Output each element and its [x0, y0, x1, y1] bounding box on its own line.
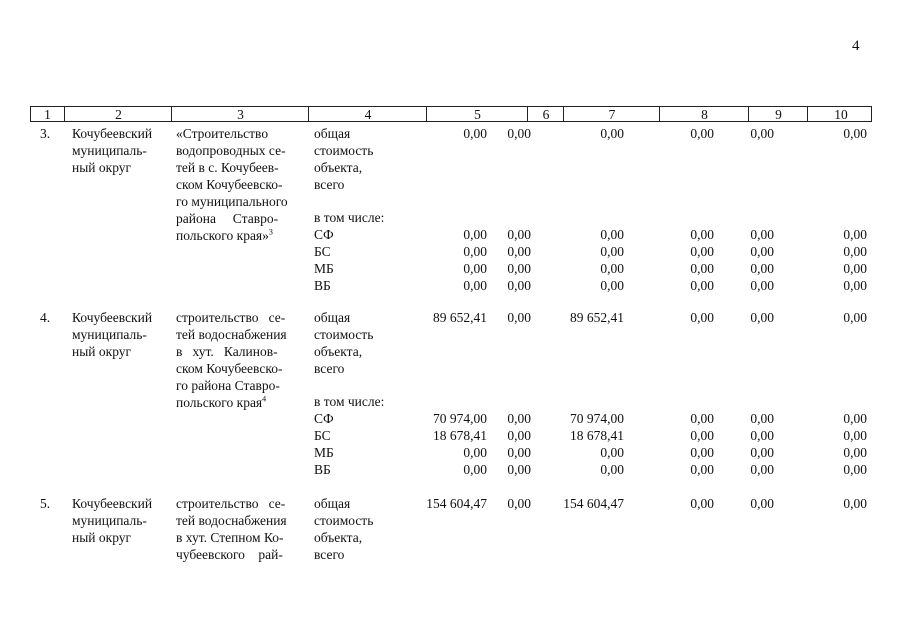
district-line: Кочубеевский	[72, 310, 153, 325]
funding-value-col9: 0,00	[750, 445, 774, 460]
funding-value-col9: 0,00	[750, 227, 774, 242]
funding-value-col8: 0,00	[690, 244, 714, 259]
total-cost-label-line: объекта,	[314, 160, 363, 175]
total-value-col7: 154 604,47	[563, 496, 624, 511]
funding-value-col6: 0,00	[507, 278, 531, 293]
object-name-line: тей водоснабжения	[176, 513, 287, 528]
row-number: 3.	[40, 126, 51, 141]
district-line: ный округ	[72, 160, 132, 175]
funding-source-СФ: СФ	[314, 411, 334, 426]
object-name-line: ском Кочубеевско-	[176, 177, 283, 192]
funding-value-col10: 0,00	[843, 445, 867, 460]
district-line: ный округ	[72, 530, 132, 545]
total-value-col6: 0,00	[507, 126, 531, 141]
funding-value-col10: 0,00	[843, 227, 867, 242]
funding-value-col7: 0,00	[600, 445, 624, 460]
total-cost-label-line: стоимость	[314, 327, 374, 342]
header-cell-8: 8	[659, 107, 749, 121]
header-cell-5: 5	[426, 107, 528, 121]
funding-value-col5: 0,00	[463, 278, 487, 293]
funding-value-col7: 0,00	[600, 462, 624, 477]
table-header-row	[30, 106, 872, 122]
funding-source-ВБ: ВБ	[314, 462, 331, 477]
object-name-line: строительство се-	[176, 496, 286, 511]
footnote-marker: 3	[268, 227, 273, 237]
header-cell-7: 7	[563, 107, 660, 121]
total-value-col5: 0,00	[463, 126, 487, 141]
funding-value-col8: 0,00	[690, 261, 714, 276]
funding-value-col7: 0,00	[600, 244, 624, 259]
total-value-col8: 0,00	[690, 310, 714, 325]
district-line: муниципаль-	[72, 143, 147, 158]
object-name-line: ском Кочубеевско-	[176, 361, 283, 376]
object-name-line: чубеевского рай-	[176, 547, 283, 562]
funding-value-col5: 0,00	[463, 261, 487, 276]
object-name-line: в хут. Степном Ко-	[176, 530, 284, 545]
funding-value-col9: 0,00	[750, 261, 774, 276]
funding-value-col7: 18 678,41	[570, 428, 624, 443]
funding-value-col6: 0,00	[507, 428, 531, 443]
funding-source-БС: БС	[314, 428, 331, 443]
funding-value-col5: 0,00	[463, 445, 487, 460]
object-name-line: строительство се-	[176, 310, 286, 325]
total-value-col5: 89 652,41	[433, 310, 487, 325]
row-number: 4.	[40, 310, 51, 325]
funding-value-col9: 0,00	[750, 462, 774, 477]
funding-value-col8: 0,00	[690, 428, 714, 443]
header-cell-6: 6	[527, 107, 564, 121]
funding-value-col10: 0,00	[843, 462, 867, 477]
funding-value-col9: 0,00	[750, 428, 774, 443]
funding-source-МБ: МБ	[314, 445, 334, 460]
funding-value-col9: 0,00	[750, 244, 774, 259]
funding-value-col9: 0,00	[750, 278, 774, 293]
funding-value-col7: 0,00	[600, 278, 624, 293]
total-value-col6: 0,00	[507, 310, 531, 325]
object-name-line: района Ставро-	[176, 211, 279, 226]
total-cost-label-line: стоимость	[314, 143, 374, 158]
funding-value-col6: 0,00	[507, 411, 531, 426]
total-cost-label-line: объекта,	[314, 344, 363, 359]
total-cost-label-line: всего	[314, 361, 345, 376]
funding-source-ВБ: ВБ	[314, 278, 331, 293]
funding-source-СФ: СФ	[314, 227, 334, 242]
funding-value-col6: 0,00	[507, 462, 531, 477]
funding-value-col8: 0,00	[690, 227, 714, 242]
object-name-line: в хут. Калинов-	[176, 344, 278, 359]
footnote-marker: 4	[262, 394, 267, 404]
total-cost-label-line: объекта,	[314, 530, 363, 545]
including-label: в том числе:	[314, 210, 385, 225]
funding-value-col9: 0,00	[750, 411, 774, 426]
total-value-col10: 0,00	[843, 496, 867, 511]
funding-source-БС: БС	[314, 244, 331, 259]
header-cell-10: 10	[807, 107, 874, 121]
district-line: Кочубеевский	[72, 496, 153, 511]
district-line: ный округ	[72, 344, 132, 359]
header-cell-1: 1	[44, 107, 51, 122]
funding-value-col5: 0,00	[463, 227, 487, 242]
funding-value-col10: 0,00	[843, 261, 867, 276]
funding-value-col5: 0,00	[463, 244, 487, 259]
funding-value-col8: 0,00	[690, 445, 714, 460]
object-name-line: «Строительство	[176, 126, 269, 141]
funding-value-col6: 0,00	[507, 227, 531, 242]
header-cell-4: 4	[308, 107, 427, 121]
funding-value-col6: 0,00	[507, 445, 531, 460]
object-name-line: го района Ставро-	[176, 378, 280, 393]
object-name-line: водопроводных се-	[176, 143, 286, 158]
header-cell-3: 3	[171, 107, 309, 121]
total-cost-label-line: общая	[314, 310, 351, 325]
header-cell-9: 9	[748, 107, 808, 121]
object-name-line: польского края»$^3$	[176, 227, 273, 243]
district-line: муниципаль-	[72, 327, 147, 342]
total-value-col7: 0,00	[600, 126, 624, 141]
page-number: 4	[852, 38, 860, 54]
funding-value-col7: 70 974,00	[570, 411, 624, 426]
funding-value-col10: 0,00	[843, 244, 867, 259]
funding-value-col10: 0,00	[843, 411, 867, 426]
total-value-col8: 0,00	[690, 496, 714, 511]
funding-value-col6: 0,00	[507, 261, 531, 276]
funding-value-col7: 0,00	[600, 261, 624, 276]
object-name-line: польского края$^4$	[176, 394, 267, 410]
row-number: 5.	[40, 496, 51, 511]
district-line: муниципаль-	[72, 513, 147, 528]
funding-value-col5: 70 974,00	[433, 411, 487, 426]
funding-value-col8: 0,00	[690, 462, 714, 477]
total-cost-label-line: стоимость	[314, 513, 374, 528]
object-name-line: тей в с. Кочубеев-	[176, 160, 279, 175]
total-value-col5: 154 604,47	[426, 496, 487, 511]
total-value-col9: 0,00	[750, 496, 774, 511]
funding-value-col6: 0,00	[507, 244, 531, 259]
funding-source-МБ: МБ	[314, 261, 334, 276]
total-value-col10: 0,00	[843, 126, 867, 141]
funding-value-col5: 0,00	[463, 462, 487, 477]
total-value-col7: 89 652,41	[570, 310, 624, 325]
total-value-col9: 0,00	[750, 310, 774, 325]
funding-value-col10: 0,00	[843, 428, 867, 443]
object-name-line: тей водоснабжения	[176, 327, 287, 342]
total-value-col9: 0,00	[750, 126, 774, 141]
header-cell-2: 2	[64, 107, 172, 121]
total-cost-label-line: всего	[314, 547, 345, 562]
total-cost-label-line: общая	[314, 126, 351, 141]
funding-value-col7: 0,00	[600, 227, 624, 242]
object-name-line: го муниципального	[176, 194, 288, 209]
total-cost-label-line: всего	[314, 177, 345, 192]
funding-value-col8: 0,00	[690, 411, 714, 426]
district-line: Кочубеевский	[72, 126, 153, 141]
total-value-col10: 0,00	[843, 310, 867, 325]
total-cost-label-line: общая	[314, 496, 351, 511]
total-value-col8: 0,00	[690, 126, 714, 141]
including-label: в том числе:	[314, 394, 385, 409]
funding-value-col8: 0,00	[690, 278, 714, 293]
funding-value-col5: 18 678,41	[433, 428, 487, 443]
total-value-col6: 0,00	[507, 496, 531, 511]
funding-value-col10: 0,00	[843, 278, 867, 293]
